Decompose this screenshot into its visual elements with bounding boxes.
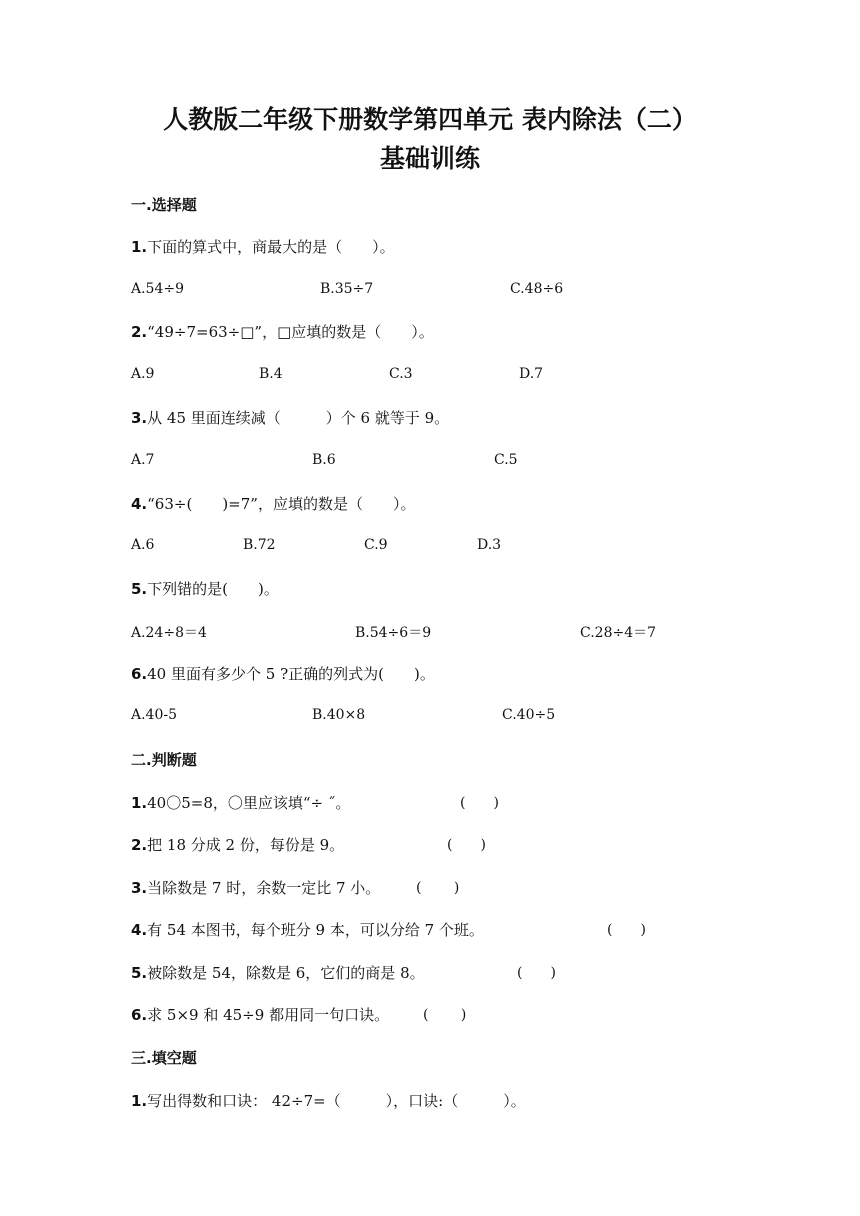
question-number: 4.	[131, 495, 148, 513]
option: B.54÷6＝9	[355, 625, 432, 641]
question	[131, 578, 279, 599]
question-text: “49÷7=63÷□”，□应填的数是（ ）。	[147, 323, 434, 341]
option: C.28÷4＝7	[580, 625, 657, 641]
question-text: 有 54 本图书，每个班分 9 本，可以分给 7 个班。	[147, 921, 484, 939]
question	[131, 877, 380, 898]
question	[131, 792, 350, 813]
section-heading-fill-in: 三.填空题	[131, 1049, 197, 1067]
question-number: 3.	[131, 879, 148, 897]
question-text: 当除数是 7 时，余数一定比 7 小。	[147, 879, 381, 897]
option: A.54÷9	[131, 281, 185, 297]
option: B.72	[243, 537, 276, 553]
answer-blank: ( )	[423, 1007, 467, 1023]
answer-blank: ( )	[416, 880, 460, 896]
question-text: 把 18 分成 2 份，每份是 9。	[147, 836, 345, 854]
question-number: 1.	[131, 794, 148, 812]
question-number: 2.	[131, 836, 148, 854]
title-line-2: 基础训练	[379, 144, 480, 173]
question-number: 5.	[131, 964, 148, 982]
option: B.40×8	[312, 707, 366, 723]
option: C.9	[364, 537, 388, 553]
question	[131, 962, 425, 983]
question	[131, 919, 484, 940]
question	[131, 834, 344, 855]
question-text: 下列错的是( )。	[147, 580, 279, 598]
question-text: 求 5×9 和 45÷9 都用同一句口诀。	[147, 1006, 390, 1024]
question	[131, 236, 395, 257]
question-number: 1.	[131, 1092, 148, 1110]
option: C.3	[389, 366, 413, 382]
option: C.40÷5	[502, 707, 556, 723]
section-heading-choice: 一.选择题	[131, 196, 197, 214]
section-heading-judgement: 二.判断题	[131, 751, 197, 769]
question	[131, 663, 435, 684]
question-number: 6.	[131, 665, 148, 683]
option: B.6	[312, 452, 336, 468]
option: A.6	[131, 537, 155, 553]
option: D.7	[519, 366, 544, 382]
question-number: 1.	[131, 238, 148, 256]
question-text: 从 45 里面连续减（ ）个 6 就等于 9。	[147, 409, 450, 427]
option: B.35÷7	[320, 281, 374, 297]
question	[131, 1004, 389, 1025]
option: A.9	[131, 366, 155, 382]
option: C.48÷6	[510, 281, 564, 297]
question	[131, 407, 449, 428]
question	[131, 1090, 526, 1111]
question	[131, 493, 415, 514]
option: A.24÷8＝4	[131, 625, 207, 641]
question-number: 6.	[131, 1006, 148, 1024]
question-number: 3.	[131, 409, 148, 427]
question-text: “63÷( )=7”，应填的数是（ ）。	[147, 495, 416, 513]
option: A.7	[131, 452, 155, 468]
option: D.3	[477, 537, 502, 553]
answer-blank: ( )	[447, 837, 486, 853]
answer-blank: ( )	[607, 922, 646, 938]
option: C.5	[494, 452, 518, 468]
question-number: 2.	[131, 323, 148, 341]
answer-blank: ( )	[460, 795, 499, 811]
question-text: 40 里面有多少个 5 ?正确的列式为( )。	[147, 665, 435, 683]
question-text: 下面的算式中，商最大的是（ ）。	[147, 238, 395, 256]
question-text: 写出得数和口诀： 42÷7=（ ），口诀:（ ）。	[147, 1092, 526, 1110]
question-text: 被除数是 54，除数是 6，它们的商是 8。	[147, 964, 425, 982]
answer-blank: ( )	[517, 965, 556, 981]
question-number: 4.	[131, 921, 148, 939]
title-line-1: 人教版二年级下册数学第四单元 表内除法（二）	[163, 105, 697, 134]
question-text: 40〇5=8，〇里应该填“÷ ˝。	[147, 794, 351, 812]
question	[131, 321, 434, 342]
question-number: 5.	[131, 580, 148, 598]
option: B.4	[259, 366, 283, 382]
option: A.40-5	[131, 707, 178, 723]
